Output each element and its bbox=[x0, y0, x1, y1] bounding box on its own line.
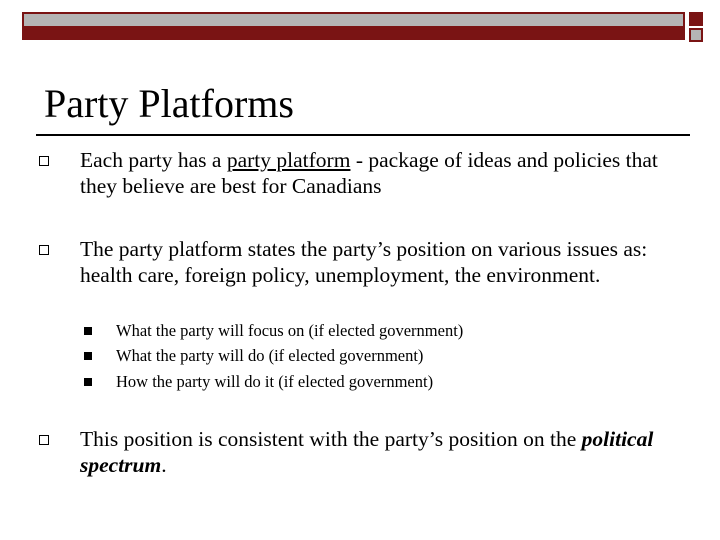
bullet-3-text-end: . bbox=[161, 453, 167, 477]
bullet-3-text bbox=[80, 426, 700, 478]
corner-decoration-bottom bbox=[689, 28, 703, 42]
filled-square-bullet-icon bbox=[84, 327, 92, 335]
corner-decoration-top bbox=[689, 12, 703, 26]
political-spectrum-term: political spectrum bbox=[80, 427, 654, 477]
bullet-1-text-end: - package of ideas and policies that they believe are best for Canadians bbox=[80, 148, 658, 198]
filled-square-bullet-icon bbox=[84, 378, 92, 386]
sub-bullet-3-text: How the party will do it (if elected government) bbox=[116, 372, 434, 391]
party-platform-term: party platform bbox=[226, 148, 351, 172]
hollow-square-bullet-icon bbox=[39, 435, 49, 445]
hollow-square-bullet-icon bbox=[39, 245, 49, 255]
header-decoration-bar bbox=[22, 12, 685, 40]
bullet-3-text-start: This position is consistent with the party’s position on the bbox=[80, 427, 582, 451]
slide-title: Party Platforms bbox=[44, 81, 294, 126]
hollow-square-bullet-icon bbox=[39, 156, 49, 166]
bullet-1-text bbox=[80, 147, 700, 199]
filled-square-bullet-icon bbox=[84, 352, 92, 360]
sub-bullet-2-text: What the party will do (if elected government) bbox=[116, 346, 424, 365]
bullet-2-text: The party platform states the party’s position on various issues as: health care, foreign policy, unemployment, the environment. bbox=[80, 237, 648, 287]
title-divider bbox=[36, 134, 690, 136]
bullet-1-text-start: Each party has a bbox=[80, 148, 227, 172]
sub-bullet-1-text: What the party will focus on (if elected government) bbox=[116, 321, 464, 340]
